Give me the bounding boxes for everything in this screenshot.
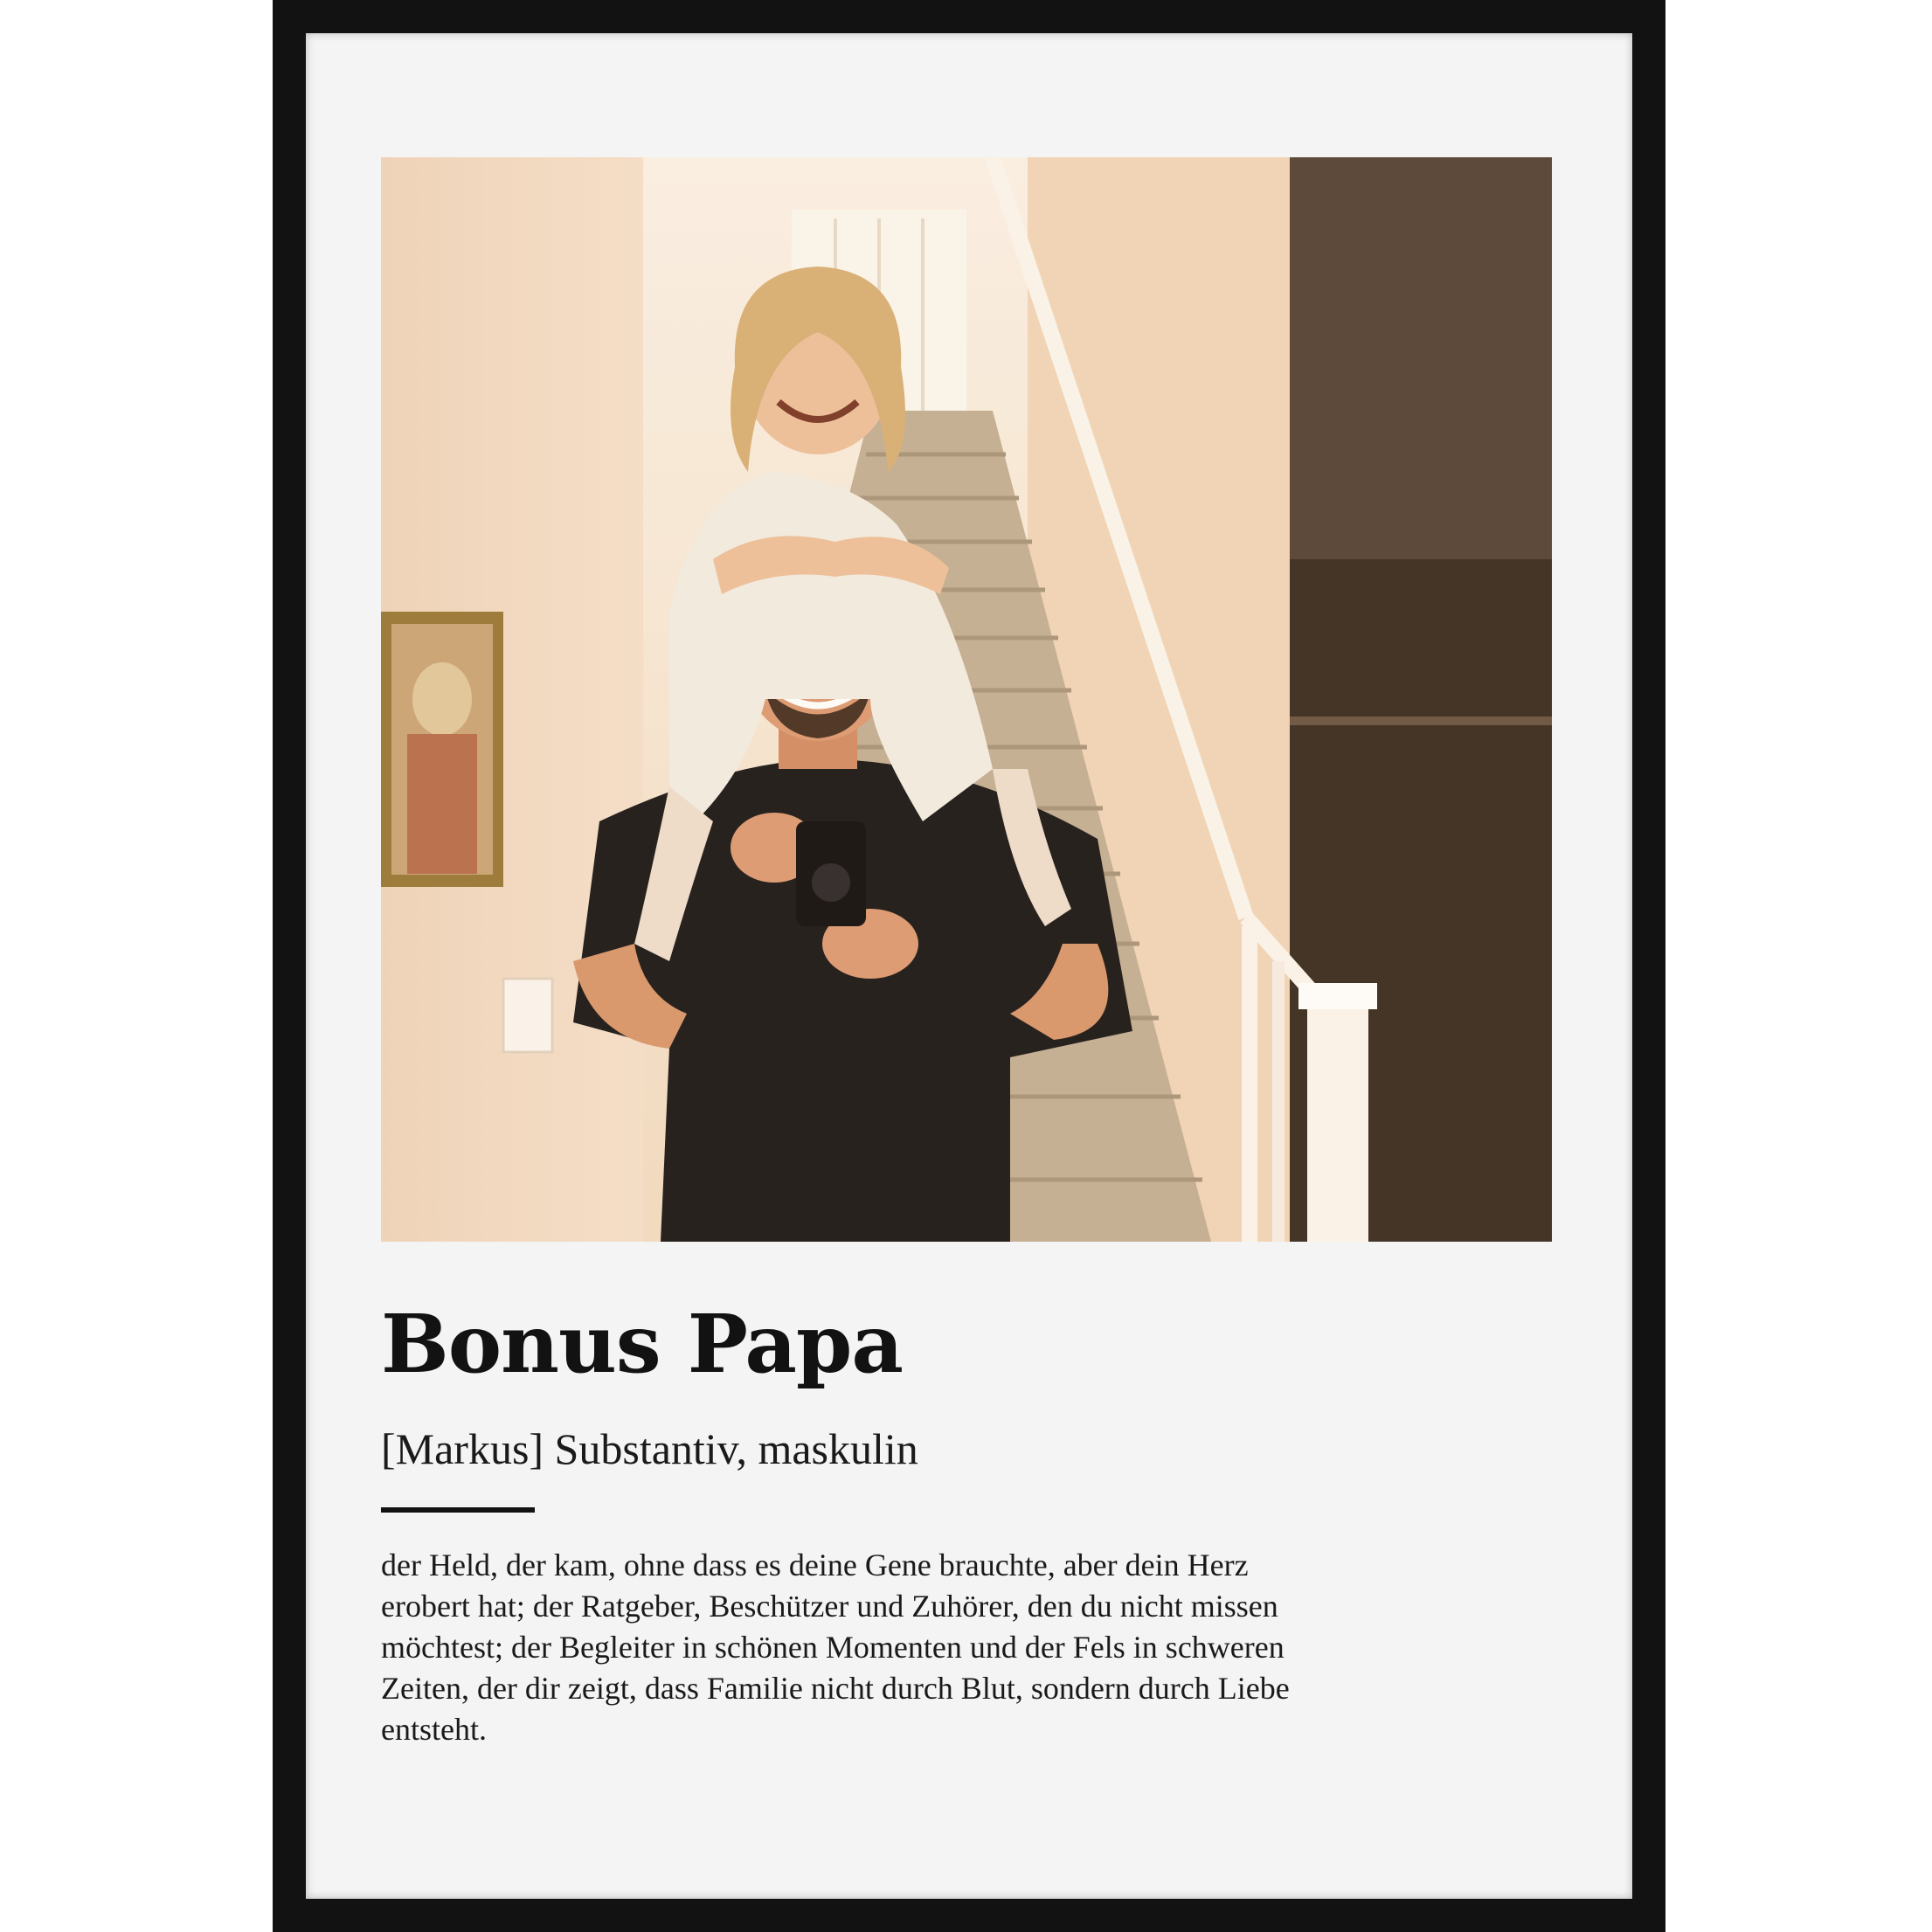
divider-rule <box>381 1507 535 1513</box>
poster-subtitle: [Markus] Substantiv, maskulin <box>381 1424 918 1473</box>
poster-mat <box>306 33 1632 1899</box>
photo-illustration <box>381 157 1552 1242</box>
poster-frame <box>273 0 1665 1932</box>
definition-line: möchtest; der Begleiter in schönen Momenten und der Fels in schweren <box>381 1630 1285 1665</box>
poster-photo <box>381 157 1552 1242</box>
definition-line: der Held, der kam, ohne dass es deine Gene brauchte, aber dein Herz <box>381 1548 1249 1582</box>
definition-line: Zeiten, der dir zeigt, dass Familie nicht durch Blut, sondern durch Liebe <box>381 1671 1290 1706</box>
definition-line: erobert hat; der Ratgeber, Beschützer und Zuhörer, den du nicht missen <box>381 1589 1278 1624</box>
definition-line: entsteht. <box>381 1712 487 1747</box>
poster-title: Bonus Papa <box>381 1297 903 1391</box>
definition-text <box>381 1545 1517 1750</box>
